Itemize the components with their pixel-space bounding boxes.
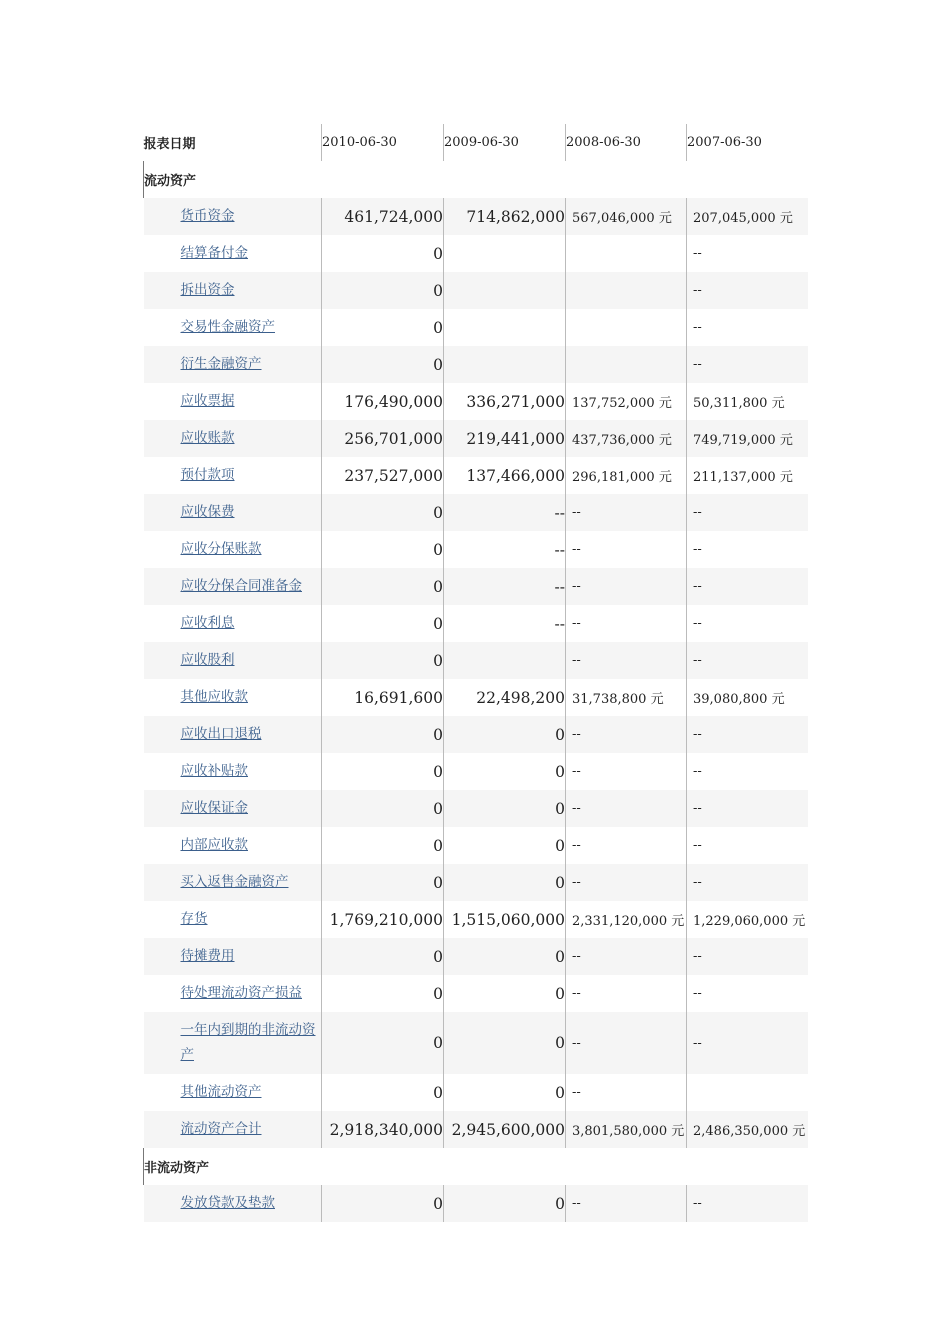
table-row [144,716,808,753]
row-label-cell [144,790,322,827]
value-cell: 296,181,000 元 [566,457,687,494]
row-label-cell [144,420,322,457]
value-cell: 3,801,580,000 元 [566,1111,687,1148]
row-label-link[interactable]: 应收分保账款 [180,541,262,557]
value-cell [444,235,566,272]
row-label-link[interactable]: 应收账款 [180,430,235,446]
value-cell: 0 [322,716,444,753]
value-cell: -- [566,753,687,790]
value-cell: -- [566,864,687,901]
row-label-link[interactable]: 预付款项 [180,467,235,483]
balance-sheet-table [143,124,808,1222]
value-cell: 0 [322,827,444,864]
value-cell: 0 [444,1185,566,1222]
value-cell: 0 [444,1074,566,1111]
value-cell: 0 [322,605,444,642]
value-cell [444,272,566,309]
row-label-cell [144,1012,322,1074]
value-cell: -- [687,827,808,864]
row-label-link[interactable]: 待处理流动资产损益 [180,985,302,1001]
row-label-cell [144,679,322,716]
table-row [144,272,808,309]
table-row [144,198,808,235]
row-label-link[interactable]: 应收保费 [180,504,235,520]
value-cell: 0 [444,790,566,827]
table-row [144,235,808,272]
row-label-link[interactable]: 其他应收款 [180,689,248,705]
value-cell: 336,271,000 [444,383,566,420]
row-label-link[interactable]: 存货 [180,911,208,927]
value-cell: 0 [322,975,444,1012]
value-cell: -- [687,235,808,272]
row-label-link[interactable]: 应收股利 [180,652,235,668]
value-cell: -- [687,716,808,753]
row-label-link[interactable]: 一年内到期的非流动资产 [180,1022,316,1063]
table-row [144,605,808,642]
value-cell: 2,918,340,000 [322,1111,444,1148]
table-row [144,531,808,568]
value-cell: 0 [322,864,444,901]
value-cell: -- [444,494,566,531]
value-cell: 567,046,000 元 [566,198,687,235]
value-cell: 0 [322,1185,444,1222]
value-cell: 437,736,000 元 [566,420,687,457]
value-cell: -- [687,1012,808,1074]
value-cell: 0 [444,938,566,975]
value-cell: -- [566,605,687,642]
value-cell: 1,229,060,000 元 [687,901,808,938]
row-label-cell [144,309,322,346]
balance-sheet-body [144,124,808,1222]
row-label-link[interactable]: 应收分保合同准备金 [180,578,302,594]
row-label-cell [144,753,322,790]
row-label-cell [144,1074,322,1111]
value-cell: 0 [322,272,444,309]
value-cell: -- [687,605,808,642]
value-cell: -- [566,938,687,975]
value-cell: -- [687,568,808,605]
row-label-link[interactable]: 结算备付金 [180,245,248,261]
table-row [144,383,808,420]
value-cell: 749,719,000 元 [687,420,808,457]
value-cell: 0 [322,642,444,679]
section-title: 非流动资产 [144,1148,808,1185]
value-cell: 1,769,210,000 [322,901,444,938]
value-cell: 237,527,000 [322,457,444,494]
value-cell: 207,045,000 元 [687,198,808,235]
row-label-link[interactable]: 交易性金融资产 [180,319,275,335]
value-cell: 2,945,600,000 [444,1111,566,1148]
row-label-cell [144,642,322,679]
value-cell: -- [687,753,808,790]
table-row [144,901,808,938]
value-cell: -- [566,827,687,864]
value-cell: -- [687,272,808,309]
row-label-link[interactable]: 发放贷款及垫款 [180,1195,275,1211]
date-column-2008: 2008-06-30 [566,124,687,161]
value-cell [566,235,687,272]
value-cell: -- [566,494,687,531]
row-label-cell [144,1185,322,1222]
report-date-header-row [144,124,808,161]
row-label-link[interactable]: 买入返售金融资产 [180,874,289,890]
row-label-cell [144,568,322,605]
value-cell [566,309,687,346]
value-cell: -- [566,642,687,679]
row-label-link[interactable]: 应收利息 [180,615,235,631]
value-cell: -- [566,568,687,605]
row-label-link[interactable]: 应收票据 [180,393,235,409]
value-cell: -- [687,790,808,827]
value-cell: -- [687,309,808,346]
section-header-row [144,161,808,198]
row-label-link[interactable]: 应收出口退税 [180,726,262,742]
table-row [144,1185,808,1222]
value-cell: 0 [322,1012,444,1074]
value-cell: -- [687,938,808,975]
value-cell: 714,862,000 [444,198,566,235]
row-label-cell [144,198,322,235]
value-cell: 16,691,600 [322,679,444,716]
row-label-cell [144,457,322,494]
report-date-label: 报表日期 [143,137,196,152]
table-row [144,975,808,1012]
date-column-2007: 2007-06-30 [687,124,808,161]
row-label-link[interactable]: 其他流动资产 [180,1084,262,1100]
value-cell: 0 [322,753,444,790]
row-label-link[interactable]: 待摊费用 [180,948,235,964]
row-label-link[interactable]: 货币资金 [180,208,235,224]
table-row [144,420,808,457]
row-label-cell [144,605,322,642]
date-column-2010: 2010-06-30 [322,124,444,161]
table-row [144,827,808,864]
row-label-link[interactable]: 内部应收款 [180,837,248,853]
value-cell [444,346,566,383]
table-row [144,790,808,827]
value-cell: 0 [322,309,444,346]
value-cell: 31,738,800 元 [566,679,687,716]
value-cell: -- [687,975,808,1012]
row-label-cell [144,864,322,901]
value-cell: 0 [322,1074,444,1111]
value-cell: 0 [322,346,444,383]
value-cell: 0 [444,753,566,790]
table-row [144,679,808,716]
value-cell [687,1074,808,1111]
table-row [144,864,808,901]
value-cell: 2,486,350,000 元 [687,1111,808,1148]
value-cell: 0 [444,975,566,1012]
value-cell: 0 [444,716,566,753]
value-cell: -- [444,605,566,642]
value-cell: 219,441,000 [444,420,566,457]
row-label-link[interactable]: 流动资产合计 [180,1121,262,1137]
value-cell: 137,752,000 元 [566,383,687,420]
value-cell: -- [566,1074,687,1111]
value-cell: 0 [322,938,444,975]
value-cell: 256,701,000 [322,420,444,457]
table-row [144,346,808,383]
table-row [144,1111,808,1148]
value-cell: 211,137,000 元 [687,457,808,494]
row-label-cell [144,531,322,568]
value-cell: -- [566,531,687,568]
row-label-cell [144,235,322,272]
table-row [144,753,808,790]
value-cell: -- [687,494,808,531]
value-cell: 50,311,800 元 [687,383,808,420]
table-row [144,938,808,975]
value-cell: -- [687,864,808,901]
row-label-cell [144,272,322,309]
table-row [144,494,808,531]
value-cell: -- [566,975,687,1012]
row-label-cell [144,975,322,1012]
value-cell: -- [566,1185,687,1222]
row-label-cell [144,716,322,753]
value-cell [566,346,687,383]
value-cell: 176,490,000 [322,383,444,420]
table-row [144,1074,808,1111]
value-cell: -- [566,1012,687,1074]
row-label-link[interactable]: 衍生金融资产 [180,356,262,372]
row-label-link[interactable]: 应收保证金 [180,800,248,816]
value-cell: -- [444,568,566,605]
value-cell [566,272,687,309]
value-cell: -- [687,1185,808,1222]
value-cell: 0 [322,568,444,605]
value-cell: 2,331,120,000 元 [566,901,687,938]
table-row [144,642,808,679]
value-cell: 0 [322,235,444,272]
row-label-cell [144,827,322,864]
row-label-cell [144,494,322,531]
value-cell: -- [687,346,808,383]
value-cell: 461,724,000 [322,198,444,235]
row-label-cell [144,938,322,975]
value-cell: 137,466,000 [444,457,566,494]
value-cell: 0 [322,790,444,827]
value-cell: 39,080,800 元 [687,679,808,716]
value-cell [444,642,566,679]
row-label-link[interactable]: 应收补贴款 [180,763,248,779]
value-cell [444,309,566,346]
value-cell: -- [444,531,566,568]
table-row [144,309,808,346]
value-cell: -- [566,716,687,753]
value-cell: 0 [444,1012,566,1074]
section-header-row [144,1148,808,1185]
value-cell: -- [687,531,808,568]
value-cell: -- [687,642,808,679]
row-label-cell [144,1111,322,1148]
value-cell: 0 [444,864,566,901]
table-row [144,457,808,494]
row-label-cell [144,383,322,420]
row-label-cell [144,346,322,383]
date-column-2009: 2009-06-30 [444,124,566,161]
table-row [144,1012,808,1074]
value-cell: 0 [444,827,566,864]
row-label-link[interactable]: 拆出资金 [180,282,235,298]
section-title: 流动资产 [144,161,808,198]
value-cell: 0 [322,531,444,568]
table-row [144,568,808,605]
value-cell: -- [566,790,687,827]
row-label-cell [144,901,322,938]
value-cell: 0 [322,494,444,531]
value-cell: 1,515,060,000 [444,901,566,938]
value-cell: 22,498,200 [444,679,566,716]
